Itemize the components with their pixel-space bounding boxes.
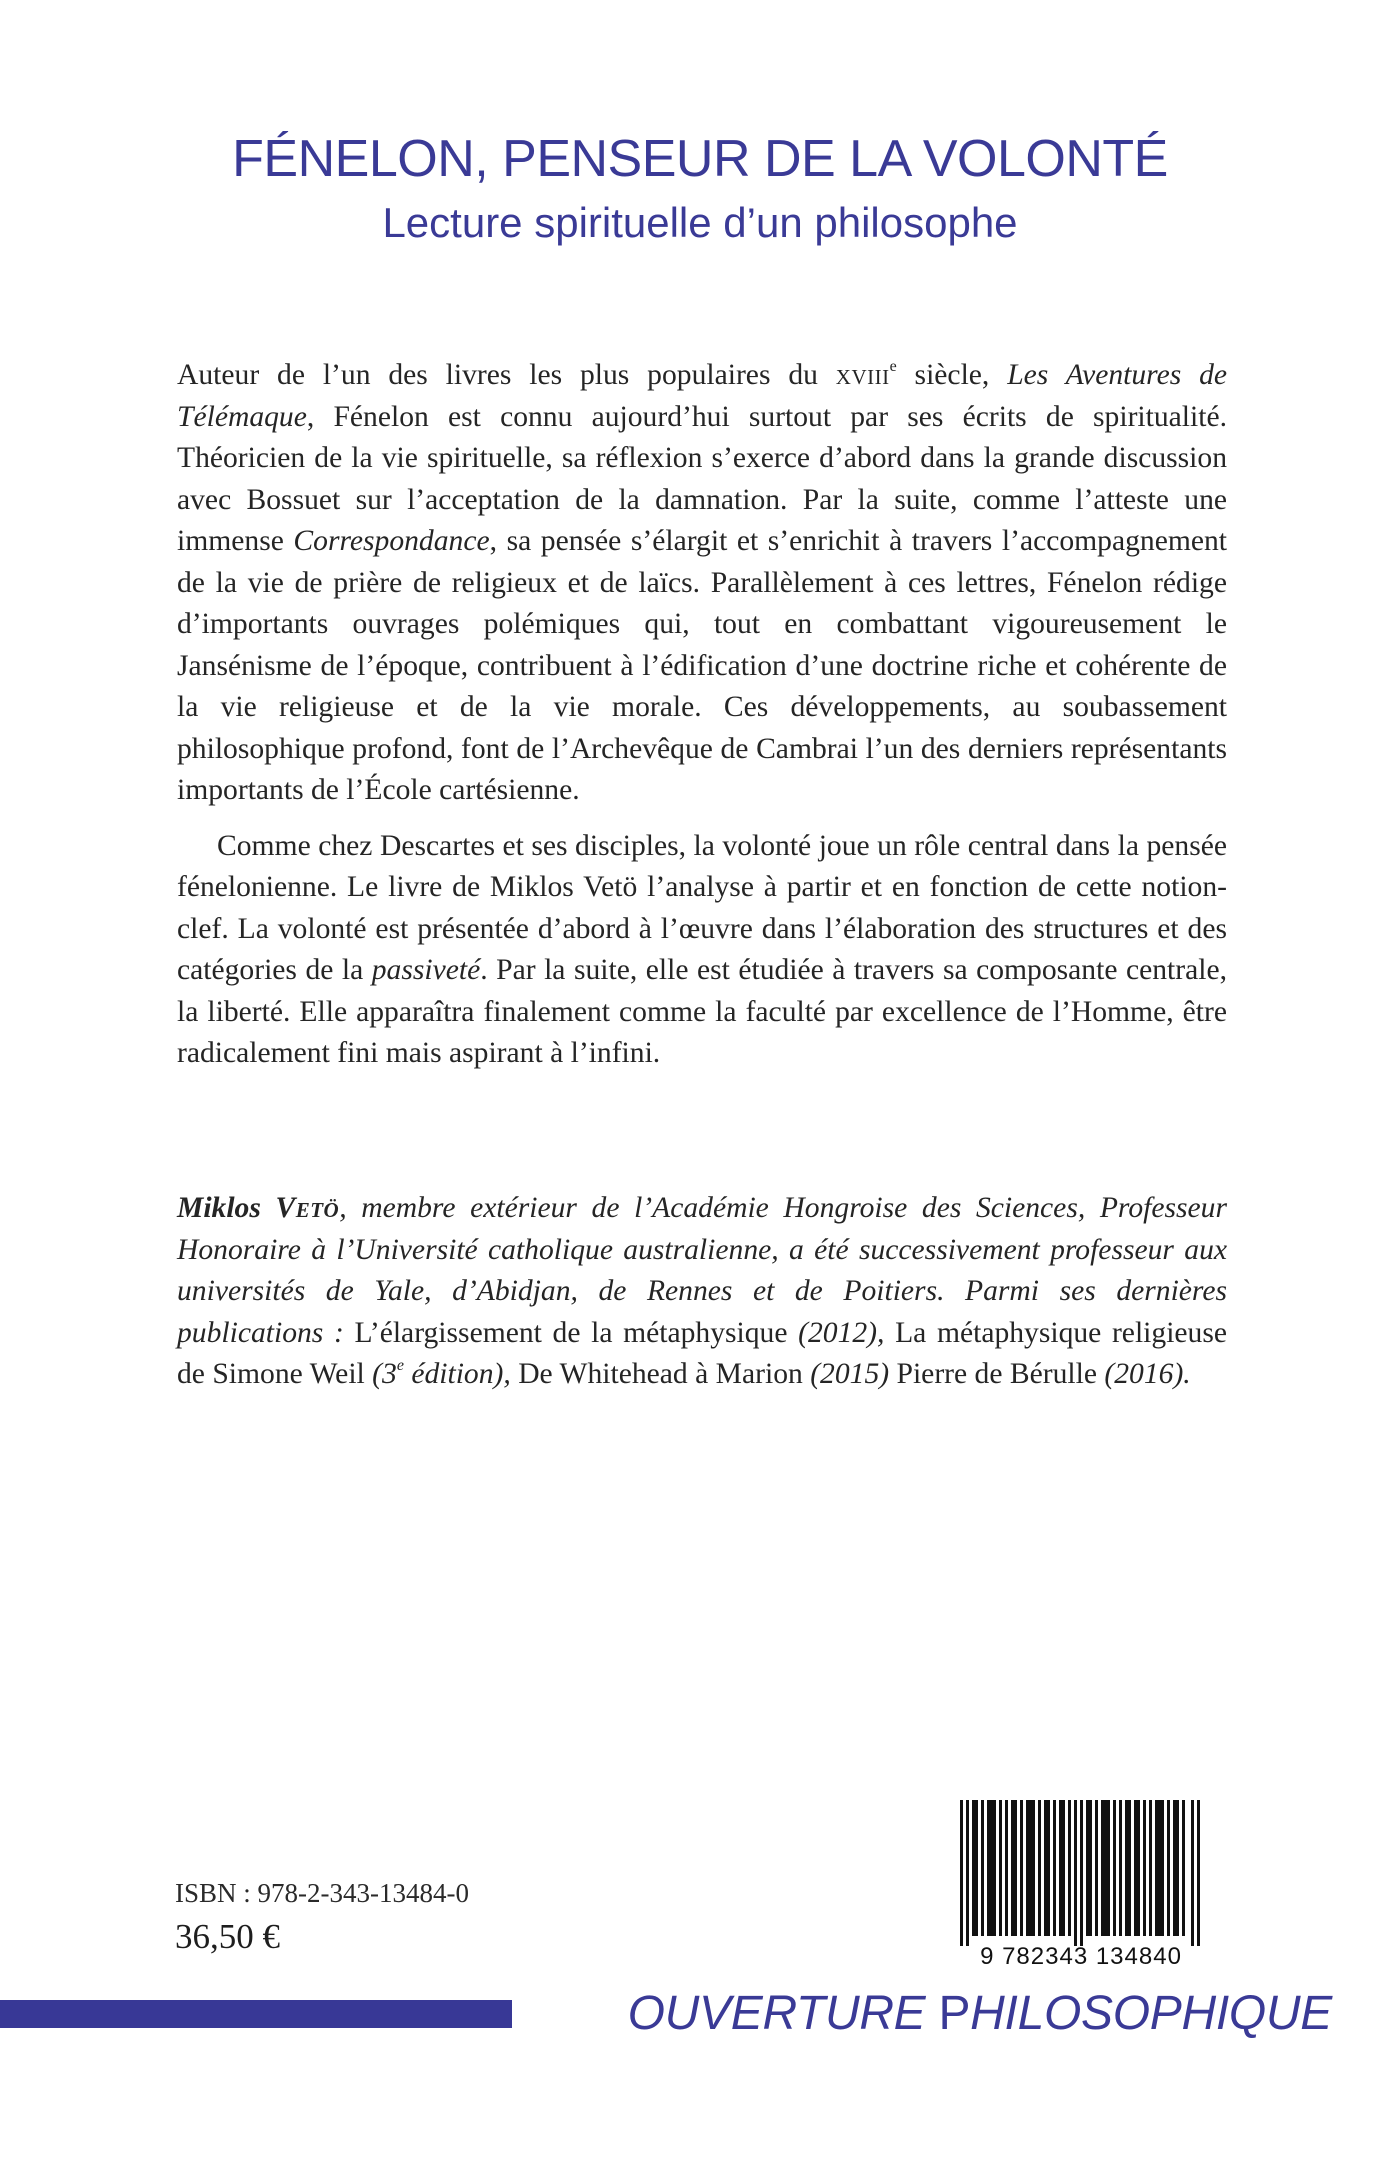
barcode-digits: 9 782343 134840: [980, 1943, 1182, 1970]
century-superscript: e: [889, 358, 897, 375]
work-2: La métaphysique religieuse de Simone Weil: [177, 1316, 1227, 1390]
correspondance-title: Correspondance: [293, 525, 490, 557]
title-block: [0, 128, 1400, 252]
p1-text-d: , sa pensée s’élargit et s’enrichit à travers l’accompagnement de la vie de prière de religieux et de laïcs. Parallèlement à ces lettres, Fénelon rédige d’importants ouvrages polémiques qui, tout en combattant vigoureusement le Jansénisme de l’époque, contribuent à l’édification d’une doctrine riche et cohérente de la vie religieuse et de la vie morale. Ces développements, au soubassement philosophique profond, font de l’Archevêque de Cambrai l’un des derniers représentants importants de l’École cartésienne.: [177, 525, 1228, 806]
p1-text-a: Auteur de l’un des livres les plus populaires du: [177, 359, 836, 391]
passivite-term: passiveté: [371, 954, 481, 986]
century-numeral: xviii: [835, 359, 890, 391]
author-bio: [177, 1188, 1227, 1396]
isbn: ISBN : 978-2-343-13484-0: [175, 1878, 469, 1908]
work-3-year: (2015): [802, 1358, 897, 1390]
work-1: L’élargissement de la métaphysique: [354, 1316, 788, 1349]
barcode-icon: [960, 1800, 1200, 1946]
book-title: FÉNELON, PENSEUR DE LA VOLONTÉ: [232, 130, 1168, 188]
book-subtitle: Lecture spirituelle d’un philosophe: [382, 199, 1018, 246]
p1-text-b: siècle,: [896, 359, 1008, 391]
edition-b: édition),: [403, 1358, 519, 1390]
brand-bar: [0, 2000, 512, 2028]
price: 36,50 €: [175, 1917, 280, 1956]
author-last-name: Vetö: [275, 1192, 340, 1224]
back-cover-summary: [177, 355, 1227, 1089]
p2-text-b: . Par la suite, elle est étudiée à travers sa composante centrale, la liberté. Elle apparaîtra finalement comme la faculté par excellence de l’Homme, être radicalement fini mais aspirant à l’infini.: [177, 954, 1227, 1069]
series-name-part-3: HILOSOPHIQUE: [970, 1987, 1332, 2040]
p2-text-a: Comme chez Descartes et ses disciples, la volonté joue un rôle central dans la pensée fénelonienne. Le livre de Miklos Vetö l’analyse à partir et en fonction de cette notion-clef. La volonté est présentée d’abord à l’œuvre dans l’élaboration des structures et des catégories de la: [177, 829, 1227, 986]
p1-text-c: , Fénelon est connu aujourd’hui surtout par ses écrits de spiritualité. Théoricien de la vie spirituelle, sa réflexion s’exerce d’abord dans la grande discussion avec Bossuet sur l’acceptation de la damnation. Par la suite, comme l’atteste une immense: [177, 400, 1227, 557]
summary-paragraph-2: [177, 826, 1227, 1075]
series-name: [628, 1986, 1332, 2041]
series-name-part-2: P: [938, 1987, 971, 2040]
work-4-year: (2016).: [1097, 1358, 1191, 1390]
author-bio-text: , membre extérieur de l’Académie Hongroise des Sciences, Professeur Honoraire à l’Université catholique australienne, a été successivement professeur aux universités de Yale, d’Abidjan, de Rennes et de Poitiers. Parmi ses dernières publications :: [177, 1192, 1227, 1349]
series-name-part-1: OUVERTURE: [627, 1987, 939, 2040]
edition-a: (3: [364, 1358, 397, 1390]
work-4: Pierre de Bérulle: [896, 1358, 1097, 1390]
summary-paragraph-1: [177, 355, 1227, 812]
work-3: De Whitehead à Marion: [518, 1358, 803, 1390]
telemaque-title: Les Aventures de Télémaque: [177, 359, 1228, 433]
author-first-name: Miklos: [177, 1192, 276, 1224]
edition-superscript: e: [396, 1357, 404, 1374]
work-1-year: (2012),: [787, 1316, 896, 1349]
